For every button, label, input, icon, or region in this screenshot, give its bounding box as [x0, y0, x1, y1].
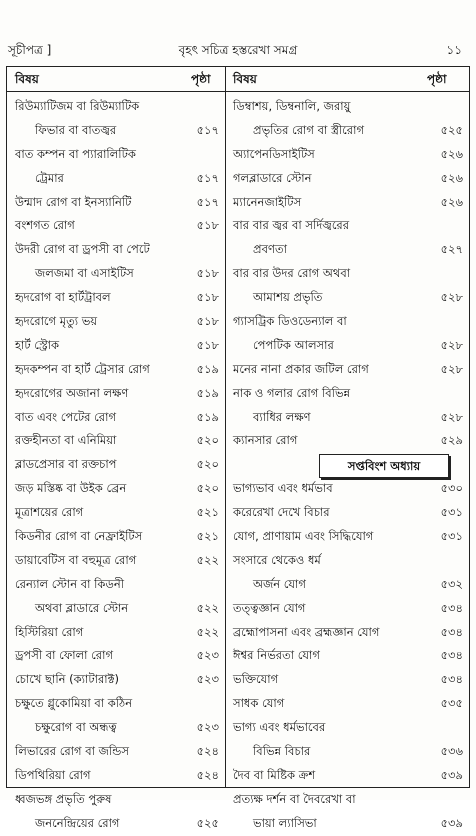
entry-title: উন্মাদ রোগ বা ইনস্যানিটি [15, 194, 132, 209]
entry-title: বাত এবং পেটের রোগ [15, 409, 116, 424]
toc-entry [233, 812, 463, 836]
toc-entry [233, 119, 463, 143]
entry-title: ব্রহ্মোপাসনা এবং ব্রহ্মজ্ঞান যোগ [233, 624, 380, 639]
entry-title: ফিভার বা বাতজ্বর [35, 122, 117, 137]
entry-title: ঈশ্বর নির্ভরতা যোগ [233, 648, 320, 663]
entry-page: ৫৩৬ [440, 744, 463, 759]
entry-title: হৃদরোগ বা হার্টট্রাবল [15, 290, 111, 305]
toc-entry [15, 597, 219, 621]
toc-entry [233, 286, 463, 310]
toc-entry [15, 477, 219, 501]
entry-title: চক্ষুরোগ বা অন্ধত্ব [35, 720, 117, 735]
entry-title: বিভিন্ন বিচার [253, 744, 311, 759]
entry-title: পেপটিক আলসার [253, 337, 334, 352]
toc-entry [233, 214, 463, 238]
toc-entry [233, 740, 463, 764]
toc-entry [15, 573, 219, 597]
toc-entry [15, 453, 219, 477]
entry-title: ডিপথিরিয়া রোগ [15, 767, 91, 782]
toc-entry [233, 191, 463, 215]
entry-title: জড় মস্তিষ্ক বা উইক ব্রেন [15, 481, 127, 496]
column-divider [225, 67, 226, 787]
entry-page: ৫৩১ [440, 529, 463, 544]
entry-title: অথবা ব্লাডারে স্টোন [35, 600, 129, 615]
toc-entry [233, 262, 463, 286]
entry-page: ৫৩২ [440, 576, 463, 591]
entry-title: ভায়া ল্যাসিভা [253, 815, 317, 830]
toc-entry [15, 429, 219, 453]
toc-entry [15, 621, 219, 645]
toc-entry [15, 644, 219, 668]
toc-entry [15, 382, 219, 406]
entry-title: হৃদরোগের অজানা লক্ষণ [15, 385, 129, 400]
toc-entry [233, 95, 463, 119]
entry-title: প্রবণতা [253, 242, 287, 257]
entry-title: ব্যাধির লক্ষণ [253, 409, 311, 424]
toc-entry [15, 119, 219, 143]
entry-page: ৫২২ [196, 552, 219, 567]
entry-page: ৫২৩ [196, 720, 219, 735]
entry-title: চক্ষুতে গ্লুকোমিয়া বা কঠিন [15, 696, 133, 711]
toc-entry [233, 167, 463, 191]
toc-entry [15, 716, 219, 740]
toc-entry [15, 668, 219, 692]
toc-entry [15, 286, 219, 310]
entry-page: ৫২০ [196, 433, 219, 448]
left-subject-header: বিষয় [15, 72, 39, 86]
entry-page: ৫১৭ [196, 194, 219, 209]
entry-page: ৫২১ [196, 529, 219, 544]
toc-entry [15, 549, 219, 573]
entry-page: ৫২৩ [196, 648, 219, 663]
entry-page: ৫৩১ [440, 505, 463, 520]
entry-page: ৫২৪ [196, 744, 219, 759]
toc-entry [233, 644, 463, 668]
toc-entry [15, 214, 219, 238]
entry-title: জননেন্দ্রিয়ের রোগ [35, 815, 120, 830]
entry-page: ৫২৮ [440, 361, 463, 376]
toc-entry [233, 143, 463, 167]
toc-entry [233, 692, 463, 716]
chapter-heading: সপ্তবিংশ অধ্যায় [319, 454, 449, 478]
entry-title: লিভারের রোগ বা জন্ডিস [15, 744, 129, 759]
entry-title: প্রত্যক্ষ দর্শন বা দৈবরেখা বা [233, 791, 356, 806]
toc-entry [233, 358, 463, 382]
toc-entry [15, 812, 219, 836]
entry-page: ৫২৬ [440, 194, 463, 209]
book-title: বৃহৎ সচিত্র হস্তরেখা সমগ্র [178, 43, 298, 57]
entry-title: মনের নানা প্রকার জটিল রোগ [233, 361, 369, 376]
entry-page: ৫২০ [196, 481, 219, 496]
entry-page: ৫১৮ [196, 314, 219, 329]
entry-page: ৫২৪ [196, 767, 219, 782]
page-number: ১১ [446, 43, 462, 57]
entry-page: ৫৩৪ [440, 672, 463, 687]
toc-entry [233, 573, 463, 597]
toc-entry [233, 597, 463, 621]
entry-page: ৫২৭ [440, 242, 463, 257]
entry-title: যোগ, প্রাণায়াম এবং সিদ্ধিযোগ [233, 529, 374, 544]
toc-entry [15, 238, 219, 262]
toc-entry [233, 668, 463, 692]
toc-entry [233, 429, 463, 453]
entry-page: ৫২৫ [440, 122, 463, 137]
entry-title: সংসারে থেকেও ধর্ম [233, 552, 321, 567]
entry-page: ৫২১ [196, 505, 219, 520]
header-divider [7, 91, 469, 92]
entry-title: হৃদকম্পন বা হার্ট ট্রেসার রোগ [15, 361, 150, 376]
entry-page: ৫১৮ [196, 337, 219, 352]
entry-title: রেন্যাল স্টোন বা কিডনী [15, 576, 125, 591]
toc-entry [15, 525, 219, 549]
entry-title: মূত্রাশয়ের রোগ [15, 505, 84, 520]
entry-title: বংশগত রোগ [15, 218, 75, 233]
entry-page: ৫২৬ [440, 170, 463, 185]
toc-entry [15, 191, 219, 215]
entry-title: বার বার জ্বর বা সর্দিজ্বরের [233, 218, 350, 233]
entry-page: ৫২৯ [440, 433, 463, 448]
toc-entry [233, 501, 463, 525]
entry-page: ৫৩৯ [440, 767, 463, 782]
entry-title: ট্রেমার [35, 170, 64, 185]
entry-page: ৫২৮ [440, 409, 463, 424]
entry-title: হিস্টিরিয়া রোগ [15, 624, 84, 639]
entry-title: হৃদরোগে মৃত্যু ভয় [15, 314, 98, 329]
entry-title: রক্তহীনতা বা এনিমিয়া [15, 433, 117, 448]
left-page-header: পৃষ্ঠা [191, 72, 211, 86]
entry-page: ৫২৮ [440, 290, 463, 305]
entry-page: ৫২২ [196, 624, 219, 639]
toc-entry [15, 501, 219, 525]
section-label: সূচীপত্র ] [8, 43, 52, 57]
toc-entry [15, 95, 219, 119]
toc-entry [15, 764, 219, 788]
entry-page: ৫১৮ [196, 290, 219, 305]
toc-entry [233, 716, 463, 740]
entry-title: ব্লাডপ্রেসার বা রক্তচাপ [15, 457, 117, 472]
toc-entry [233, 477, 463, 501]
entry-title: ড্রপসী বা ফোলা রোগ [15, 648, 114, 663]
entry-title: চোখে ছানি (ক্যাটারাক্ট) [15, 672, 120, 687]
page-header [8, 38, 468, 62]
toc-entry [15, 358, 219, 382]
entry-title: আমাশয় প্রভৃতি [253, 290, 323, 305]
entry-page: ৫২২ [196, 600, 219, 615]
entry-page: ৫২৮ [440, 337, 463, 352]
entry-page: ৫১৭ [196, 122, 219, 137]
entry-page: ৫২০ [196, 457, 219, 472]
entry-title: কিডনীর রোগ বা নেফ্রাইটিস [15, 529, 143, 544]
right-page-header: পৃষ্ঠা [427, 72, 447, 86]
entry-title: ধ্বজভঙ্গ প্রভৃতি পুরুষ [15, 791, 112, 806]
entry-page: ৫১৯ [196, 385, 219, 400]
right-entries [233, 95, 463, 836]
toc-entry [15, 334, 219, 358]
entry-title: ক্যানসার রোগ [233, 433, 298, 448]
entry-title: ভক্তিযোগ [233, 672, 279, 687]
entry-page: ৫২৩ [196, 672, 219, 687]
toc-entry [233, 764, 463, 788]
toc-entry [233, 238, 463, 262]
entry-title: প্রভৃতির রোগ বা স্ত্রীরোগ [253, 122, 364, 137]
entry-page: ৫১৮ [196, 218, 219, 233]
entry-title: দৈব বা মিষ্টিক ক্রশ [233, 767, 316, 782]
entry-title: উদরী রোগ বা ড্রপসী বা পেটে [15, 242, 150, 257]
entry-title: ডিম্বাশয়, ডিম্বনালি, জরায়ু [233, 99, 351, 113]
toc-entry [15, 740, 219, 764]
toc-entry [233, 549, 463, 573]
entry-title: করেরেখা দেখে বিচার [233, 505, 330, 520]
entry-page: ৫৩৪ [440, 624, 463, 639]
entry-page: ৫৩৪ [440, 648, 463, 663]
entry-title: হার্ট স্ট্রোক [15, 337, 60, 352]
right-subject-header: বিষয় [233, 72, 257, 86]
contents-table [6, 66, 470, 830]
toc-entry [15, 143, 219, 167]
entry-page: ৫৩৫ [440, 696, 463, 711]
entry-page: ৫১৭ [196, 170, 219, 185]
toc-entry [233, 334, 463, 358]
entry-page: ৫১৯ [196, 361, 219, 376]
entry-title: অর্জন যোগ [253, 576, 306, 591]
entry-title: ডায়াবেটিস বা বহুমূত্র রোগ [15, 552, 137, 567]
entry-page: ৫১৯ [196, 409, 219, 424]
entry-page: ৫২৬ [440, 146, 463, 161]
entry-title: সাধক যোগ [233, 696, 285, 711]
entry-page: ৫২৫ [196, 815, 219, 830]
entry-title: বাত কম্পন বা প্যারালিটিক [15, 146, 136, 161]
entry-title: তত্ত্বজ্ঞান যোগ [233, 600, 306, 615]
entry-page: ৫১৮ [196, 266, 219, 281]
entry-title: নাক ও গলার রোগ বিভিন্ন [233, 385, 351, 400]
entry-page: ৫৩৯ [440, 815, 463, 830]
entry-page: ৫৩০ [440, 481, 463, 496]
entry-title: গ্যাসট্রিক ডিওডেন্যাল বা [233, 314, 347, 329]
entry-title: রিউম্যাটিজম বা রিউম্যাটিক [15, 99, 140, 113]
toc-entry [15, 167, 219, 191]
toc-entry [233, 525, 463, 549]
entry-title: বার বার উদর রোগ অথবা [233, 266, 351, 281]
toc-entry [15, 262, 219, 286]
entry-title: ম্যানেনজাইটিস [233, 194, 302, 209]
entry-title: অ্যাপেনডিসাইটিস [233, 146, 315, 161]
left-entries [15, 95, 219, 836]
toc-entry [15, 692, 219, 716]
entry-title: গলব্লাডারে স্টোন [233, 170, 312, 185]
toc-entry [233, 453, 463, 477]
entry-title: ভাগ্যভাব এবং ধর্মভাব [233, 481, 333, 496]
toc-entry [15, 406, 219, 430]
toc-entry [15, 310, 219, 334]
toc-entry [233, 621, 463, 645]
entry-page: ৫৩৪ [440, 600, 463, 615]
toc-entry [233, 382, 463, 406]
entry-title: ভাগ্য এবং ধর্মভাবের [233, 720, 326, 735]
entry-title: জলজমা বা এসাইটিস [35, 266, 134, 281]
toc-entry [233, 310, 463, 334]
toc-entry [233, 406, 463, 430]
